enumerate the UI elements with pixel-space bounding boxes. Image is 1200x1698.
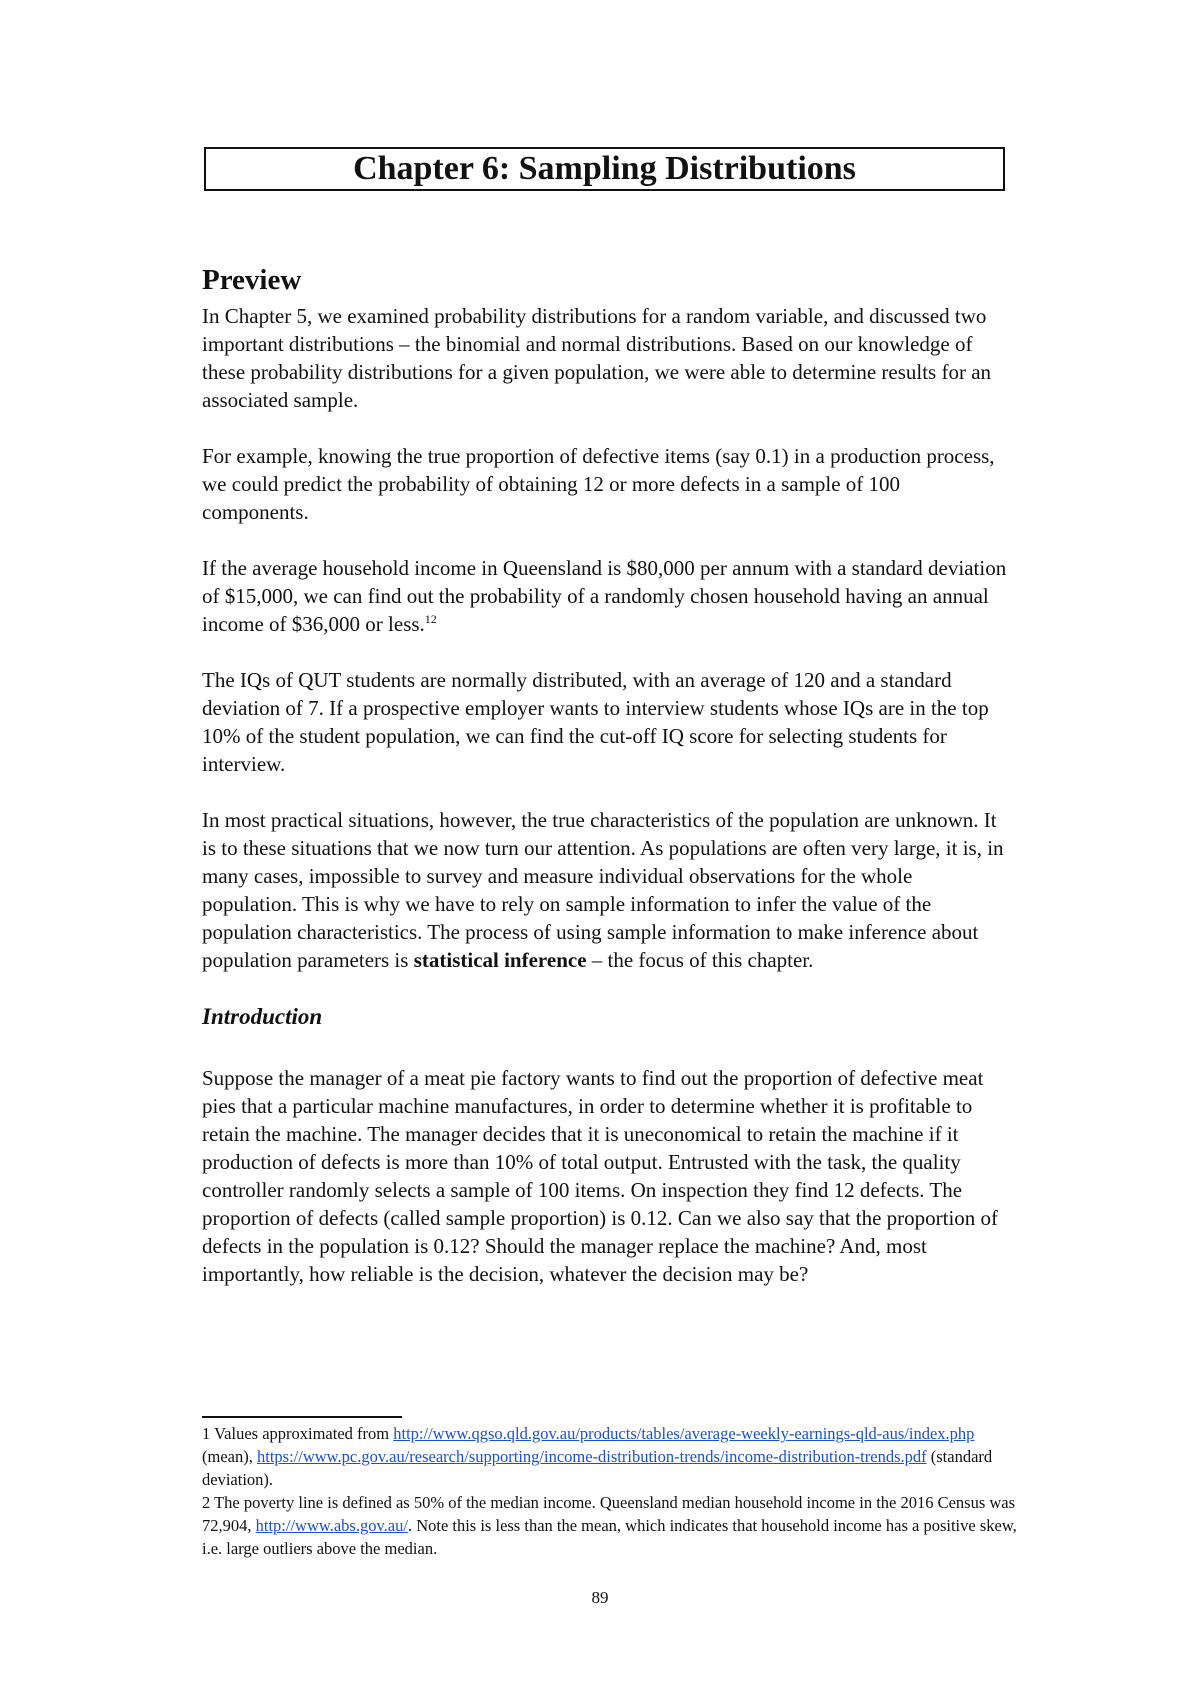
preview-paragraph-5-end: – the focus of this chapter. xyxy=(586,948,814,972)
preview-paragraph-2: For example, knowing the true proportion of defective items (say 0.1) in a production process, we could predict the probability of obtaining 12 or more defects in a sample of 100 components. xyxy=(202,444,995,524)
footnote-1-suffix: (standard deviation). xyxy=(202,1447,993,1489)
footnote-2-link-abs[interactable]: http://www.abs.gov.au/ xyxy=(255,1516,408,1535)
introduction-paragraph-1: Suppose the manager of a meat pie factory wants to find out the proportion of defective meat pies that a particular machine manufactures, in order to determine whether it is profitable to retain the machine. The manager decides that it is uneconomical to retain the machine if it production of defects is more than 10% of total output. Entrusted with the task, the quality controller randomly selects a sample of 100 items. On inspection they find 12 defects. The proportion of defects (called sample proportion) is 0.12. Can we also say that the proportion of defects in the population is 0.12? Should the manager replace the machine? And, most importantly, how reliable is the decision, whatever the decision may be? xyxy=(202,1066,999,1286)
footnote-divider xyxy=(202,1416,402,1418)
preview-heading: Preview xyxy=(202,264,302,296)
footnote-1-link-sd[interactable]: https://www.pc.gov.au/research/supporting/income-distribution-trends/income-distribution-trends.pdf xyxy=(256,1447,927,1466)
preview-paragraph-5-start: In most practical situations, however, the true characteristics of the population are unknown. It is to these situations that we now turn our attention. As populations are often very large, it is, in many cases, impossible to survey and measure individual observations for the whole population. This is why we have to rely on sample information to infer the value of the population characteristics. The process of using sample information to make inference about population parameters is xyxy=(202,808,1004,972)
preview-paragraph-3-text: If the average household income in Queensland is $80,000 per annum with a standard deviation of $15,000, we can find out the probability of a randomly chosen household having an annual income of $36,000 or less. xyxy=(202,556,1007,636)
preview-paragraph-1: In Chapter 5, we examined probability distributions for a random variable, and discussed two important distributions – the binomial and normal distributions. Based on our knowledge of these probability distributions for a given population, we were able to determine results for an associated sample. xyxy=(202,304,992,412)
main-content xyxy=(202,262,1012,1316)
chapter-title-box xyxy=(204,147,1005,191)
footnote-2-suffix: . Note this is less than the mean, which indicates that household income has a positive skew, i.e. large outliers above the median. xyxy=(202,1516,1017,1558)
page-number: 89 xyxy=(591,1588,609,1607)
preview-paragraph-3 xyxy=(202,554,1012,638)
introduction-heading: Introduction xyxy=(202,1004,323,1029)
preview-paragraph-5 xyxy=(202,806,1012,974)
footnote-1 xyxy=(202,1422,1017,1491)
footnote-1-prefix: 1 Values approximated from xyxy=(202,1424,394,1443)
chapter-title: Chapter 6: Sampling Distributions xyxy=(353,150,856,187)
footnote-reference[interactable]: 12 xyxy=(424,612,437,626)
footnote-2 xyxy=(202,1491,1017,1560)
footnote-2-prefix: 2 The poverty line is defined as 50% of the median income. Queensland median household income in the 2016 Census was 72,904, xyxy=(202,1493,1016,1535)
footnotes xyxy=(202,1422,1017,1560)
footnote-1-mid: (mean), xyxy=(202,1447,257,1466)
statistical-inference-term: statistical inference xyxy=(413,948,587,972)
footnote-1-link-mean[interactable]: http://www.qgso.qld.gov.au/products/tables/average-weekly-earnings-qld-aus/index.php xyxy=(393,1424,975,1443)
preview-paragraph-4: The IQs of QUT students are normally distributed, with an average of 120 and a standard deviation of 7. If a prospective employer wants to interview students whose IQs are in the top 10% of the student population, we can find the cut-off IQ score for selecting students for interview. xyxy=(202,668,989,776)
